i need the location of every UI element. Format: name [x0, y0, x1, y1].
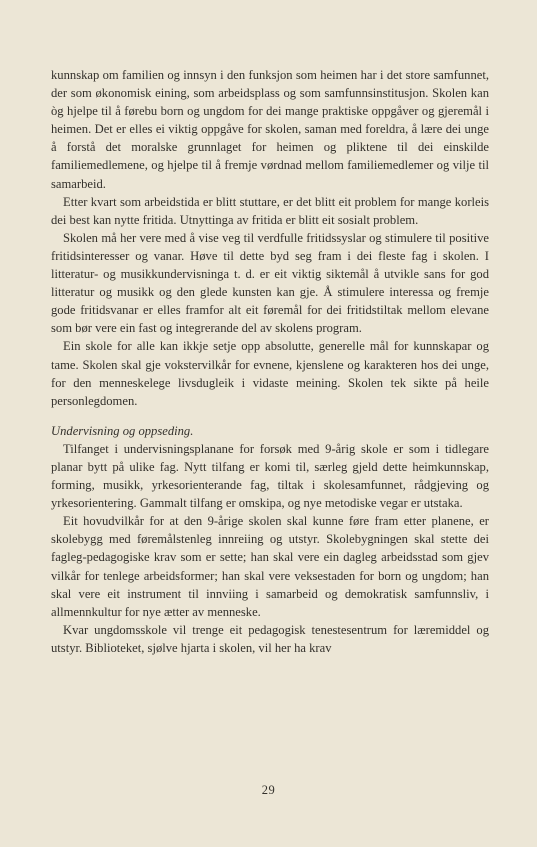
body-text — [51, 66, 489, 657]
paragraph: Etter kvart som arbeidstida er blitt stuttare, er det blitt eit problem for mange korleis dei best kan nytte fritida. Utnyttinga av fritida er blitt eit sosialt problem. — [51, 194, 489, 227]
paragraph: kunnskap om familien og innsyn i den funksjon som heimen har i det store samfunnet, der som økonomisk eining, som arbeidsplass og som samfunnsinstitusjon. Skolen kan òg hjelpe til å førebu born og ungdom for dei mange praktiske oppgåver og gjeremål i heimen. Det er elles ei viktig oppgåve for skolen, saman med foreldra, å lære dei unge å forstå det moralske grunnlaget for heimen og pliktene til dei einskilde familiemedlemene, og hjelpe til å fremje vørdnad mellom familiemedlemer og vilje til samarbeid. — [51, 68, 489, 191]
paragraph: Skolen må her vere med å vise veg til verdfulle fritidssyslar og stimulere til positive fritidsinteresser og vanar. Høve til dette byd seg fram i dei fleste fag i skolen. I litteratur- og musikkundervisninga t. d. er eit viktig siktemål å utvikle sans for god litteratur og musikk og den glede kunsten kan gje. Å stimulere interessa og fremje gode fritidsvanar er elles framfor alt eit føremål for dei fritidstiltak mellom elevane som bør vere ein fast og integrerande del av skolens program. — [51, 230, 489, 336]
paragraph: Kvar ungdomsskole vil trenge eit pedagogisk tenestesentrum for læremiddel og utstyr. Biblioteket, sjølve hjarta i skolen, vil her ha krav — [51, 622, 489, 655]
paragraph: Tilfanget i undervisningsplanane for forsøk med 9-årig skole er som i tidlegare planar bytt på ulike fag. Nytt tilfang er komi til, særleg gjeld dette heimkunnskap, forming, musikk, yrkesorienterande fag, tiltak i skolesamfunnet, rådgjeving og yrkesorientering. Gammalt tilfang er omskipa, og nye metodiske vegar er utstaka. — [51, 441, 489, 511]
paragraph: Ein skole for alle kan ikkje setje opp absolutte, generelle mål for kunnskapar og tame. Skolen skal gje vokstervilkår for evnene, kjenslene og karakteren hos dei unge, for den menneskelege livsdugleik i vidaste meining. Skolen tek sikte på heile personlegdomen. — [51, 339, 489, 408]
paragraph: Eit hovudvilkår for at den 9-årige skolen skal kunne føre fram etter planene, er skolebygg med føremålstenleg innreiing og utstyr. Skolebygningen skal stette dei fagleg-pedagogiske krav som er sette; han skal vere ein dagleg arbeidsstad som gjev vilkår for tenlege arbeidsformer; han skal vere veksestaden for born og ungdom; han skal vere eit instrument til innviing i samarbeid og demokratisk samfunnsliv, i allmennkultur for nye ætter av menneske. — [51, 514, 489, 619]
page-number: 29 — [261, 783, 276, 797]
section-heading: Undervisning og oppseding. — [51, 423, 194, 438]
